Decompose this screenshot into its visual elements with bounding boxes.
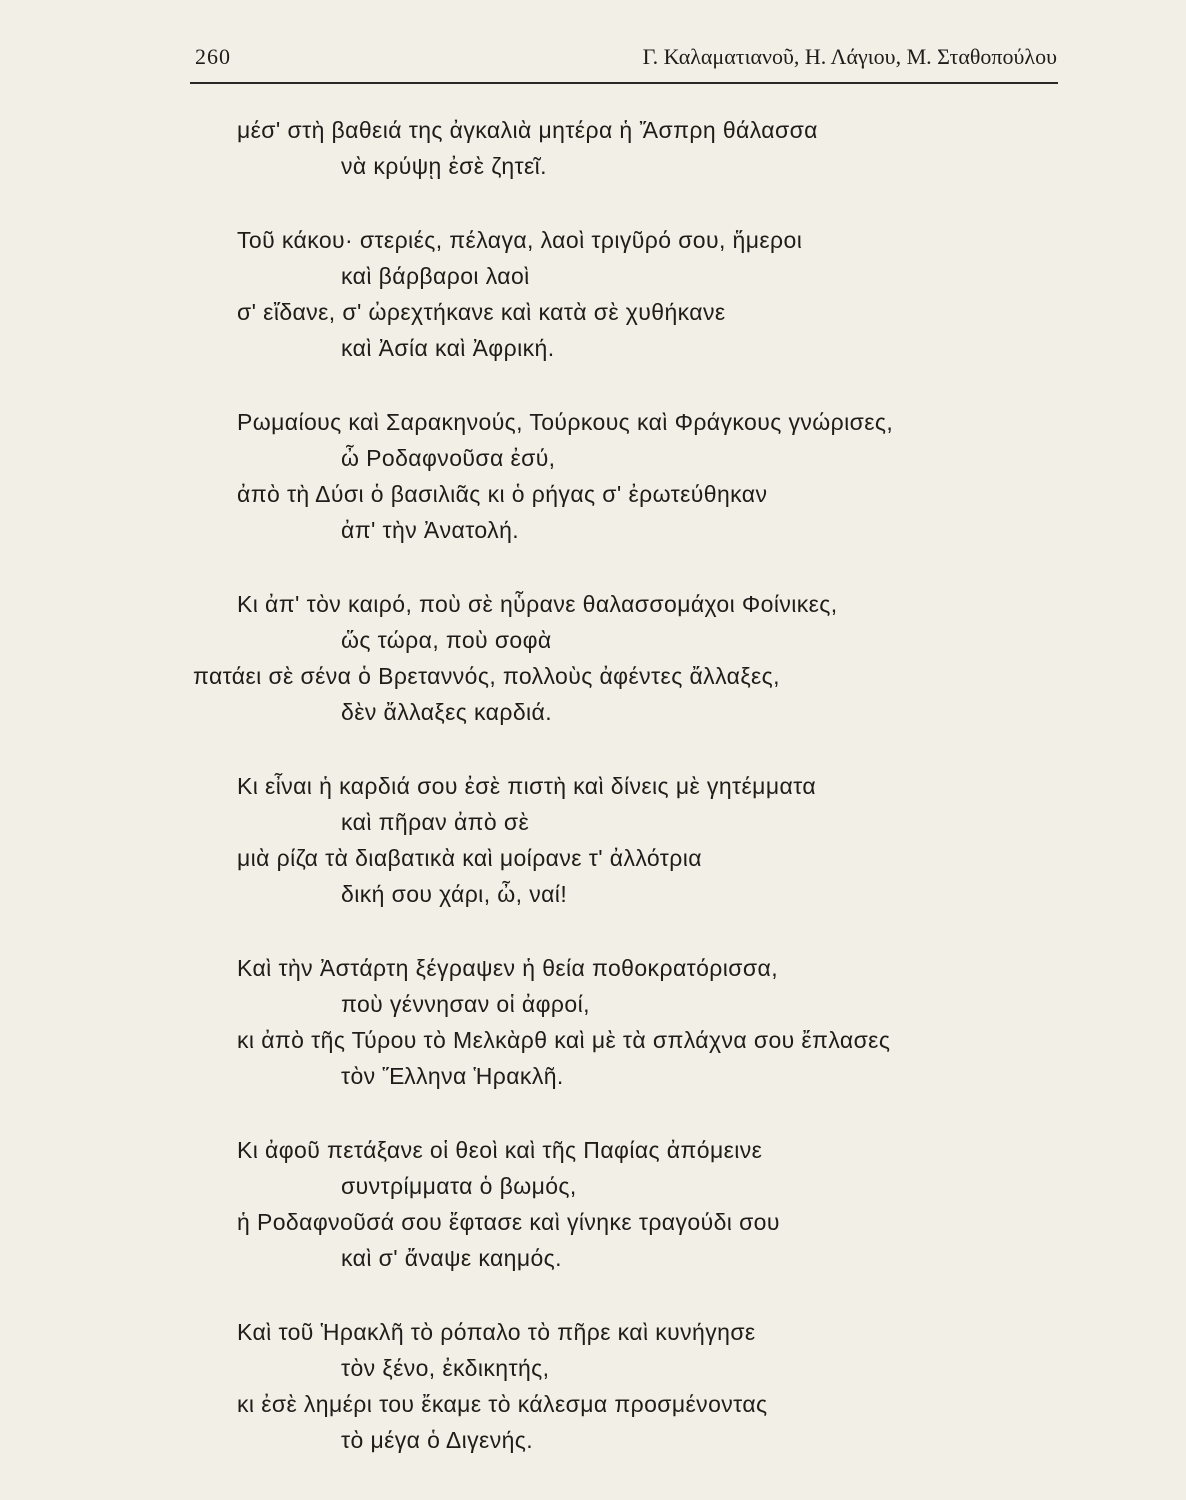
verse-line: Καὶ τὴν Ἀστάρτη ξέγραψεν ἡ θεία ποθοκρατόρισσα, [237,955,778,981]
verse-line: νὰ κρύψῃ ἐσὲ ζητεῖ. [341,153,547,179]
verse-line: ὥς τώρα, ποὺ σοφὰ [341,627,552,653]
verse-line: τὸ μέγα ὁ Διγενής. [341,1427,534,1453]
stanza [0,1314,1186,1458]
verse-line: Κι ἀφοῦ πετάξανε οἱ θεοὶ καὶ τῆς Παφίας ἀπόμεινε [237,1137,763,1163]
verse-line: μιὰ ρίζα τὰ διαβατικὰ καὶ μοίρανε τ' ἀλλότρια [237,845,702,871]
verse-line: πατάει σὲ σένα ὁ Βρεταννός, πολλοὺς ἀφέντες ἄλλαξες, [193,663,780,689]
verse-line: ἀπὸ τὴ Δύσι ὁ βασιλιᾶς κι ὁ ρήγας σ' ἐρωτεύθηκαν [237,481,768,507]
verse-line: ὦ Ροδαφνοῦσα ἐσύ, [341,445,556,471]
stanza [0,1132,1186,1276]
verse-line: τὸν Ἕλληνα Ἡρακλῆ. [341,1063,564,1089]
verse-line: συντρίμματα ὁ βωμός, [341,1173,577,1199]
verse-line: Κι εἶναι ἡ καρδιά σου ἐσὲ πιστὴ καὶ δίνεις μὲ γητέμματα [237,773,817,799]
verse-line: Ρωμαίους καὶ Σαρακηνούς, Τούρκους καὶ Φράγκους γνώρισες, [237,409,894,435]
verse-line: ποὺ γέννησαν οἱ ἀφροί, [341,991,590,1017]
page-header [195,44,1057,78]
verse-line: σ' εἴδανε, σ' ὠρεχτήκανε καὶ κατὰ σὲ χυθήκανε [237,299,726,325]
verse-line: τὸν ξένο, ἐκδικητής, [341,1355,550,1381]
stanza [0,404,1186,548]
stanza [0,768,1186,912]
verse-line: Τοῦ κάκου· στεριές, πέλαγα, λαοὶ τριγῦρό σου, ἥμεροι [237,227,803,253]
stanza [0,222,1186,366]
verse-line: καὶ Ἀσία καὶ Ἀφρική. [341,335,555,361]
verse-line: δὲν ἄλλαξες καρδιά. [341,699,553,725]
verse-line: Καὶ τοῦ Ἡρακλῆ τὸ ρόπαλο τὸ πῆρε καὶ κυνήγησε [237,1319,756,1345]
page-number: 260 [195,44,231,69]
verse-line: μέσ' στὴ βαθειά της ἀγκαλιὰ μητέρα ἡ Ἄσπρη θάλασσα [237,117,818,143]
verse-line: κι ἀπὸ τῆς Τύρου τὸ Μελκὰρθ καὶ μὲ τὰ σπλάχνα σου ἔπλασες [237,1027,891,1053]
verse-line: Κι ἀπ' τὸν καιρό, ποὺ σὲ ηὗρανε θαλασσομάχοι Φοίνικες, [237,591,838,617]
verse-line: δική σου χάρι, ὦ, ναί! [341,881,568,907]
poem-body [0,112,1186,1496]
running-head: Γ. Καλαματιανοῦ, Η. Λάγιου, Μ. Σταθοπούλου [642,44,1057,69]
stanza [0,112,1186,184]
stanza [0,950,1186,1094]
verse-line: ἡ Ροδαφνοῦσά σου ἔφτασε καὶ γίνηκε τραγούδι σου [237,1209,780,1235]
verse-line: κι ἐσὲ λημέρι του ἔκαμε τὸ κάλεσμα προσμένοντας [237,1391,768,1417]
verse-line: καὶ βάρβαροι λαοὶ [341,263,530,289]
stanza [0,586,1186,730]
header-rule [190,82,1058,84]
verse-line: καὶ πῆραν ἀπὸ σὲ [341,809,530,835]
verse-line: ἀπ' τὴν Ἀνατολή. [341,517,520,543]
verse-line: καὶ σ' ἄναψε καημός. [341,1245,562,1271]
